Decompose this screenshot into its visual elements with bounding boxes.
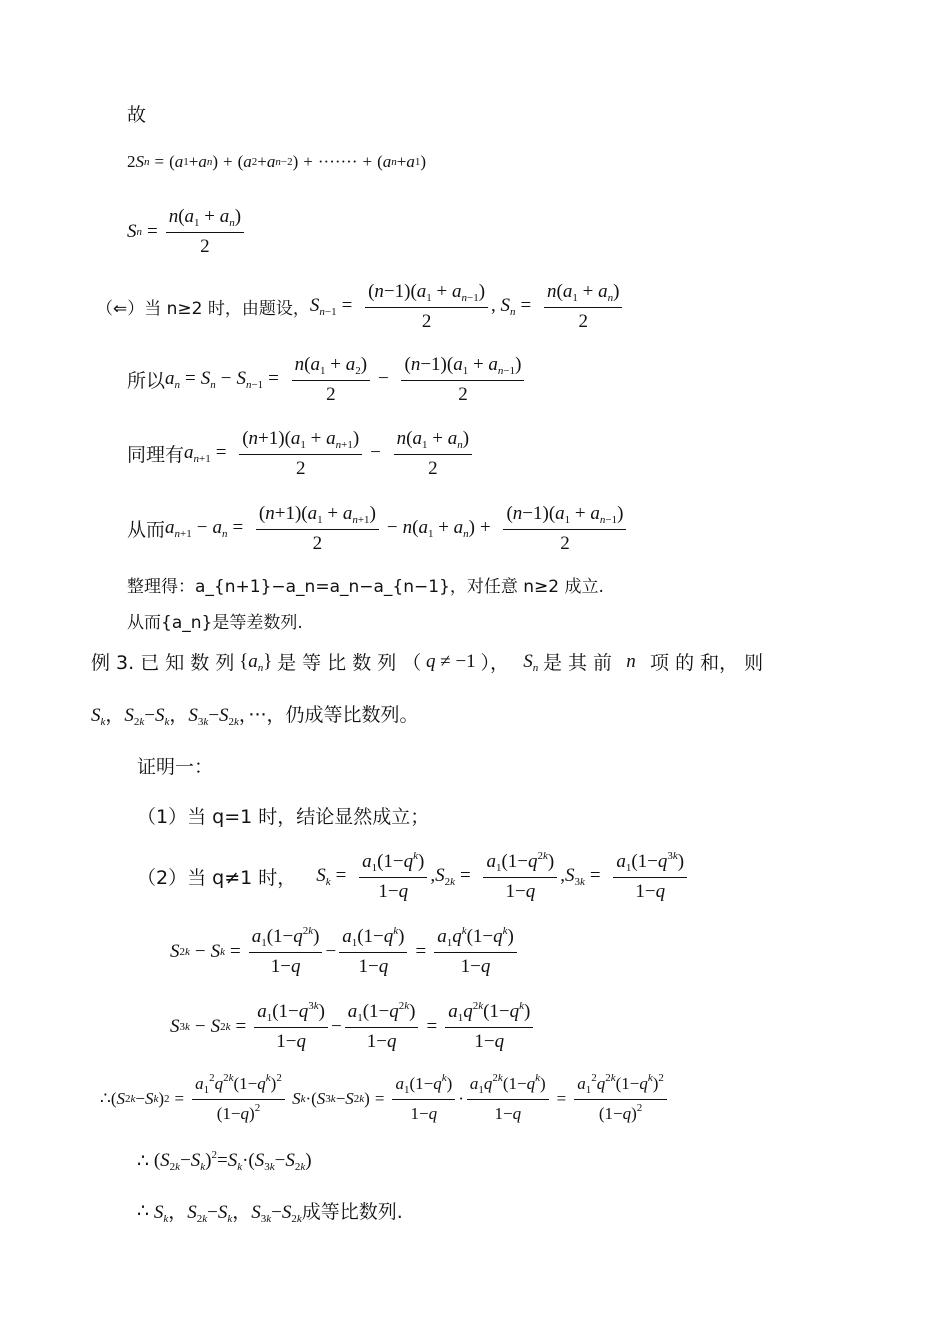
eq-diff: 从而 $a_{n+1} - a_n$ = $\frac{(n+1)(a_1 + a_{n+1})}{2}$ − $n(a_1 + a_n)$ + $\frac{(n-1)(a_1 + a_{n-1})}{2}$ bbox=[127, 502, 629, 555]
eq-an1: 同理有 $a_{n+1}$ = $\frac{(n+1)(a_1 + a_{n+1})}{2}$ − $\frac{n(a_1 + a_n)}{2}$ bbox=[127, 427, 475, 480]
eq-therefore-2: ∴ $S_k$，$S_{2k}-S_k$，$S_{3k}-S_{2k}$ 成等比数列. bbox=[137, 1199, 403, 1225]
text-proof1: 证明一： bbox=[137, 756, 214, 778]
eq-square-identity: ∴( S 2k − S k ) 2 = $\frac{a_1^2q^{2k}(1-q^k)^2}{(1-q)^2}$ S k ·( S 3k − S 2k ) = $\frac{a_1(1-q^k)}{1-q}$ · $\frac{a_1q^{2k}(1-q^k)}{1-q}$ = $\frac{a_1^2q^{2k}(1-q^k)^2}{(1-q)^2}$ bbox=[100, 1072, 670, 1125]
eq-2sn: 2 S n = ( a 1 + a n ) + ( a 2 + a n−2 ) + ······· + ( a n + a 1 ) bbox=[127, 152, 427, 171]
eq-reverse: （⇐）当 n≥2 时，由题设， $S_{n-1}$ = $\frac{(n-1)(a_1 + a_{n-1})}{2}$ , $S_n$ = $\frac{n(a_1 + a_n)}{2}$ bbox=[96, 280, 625, 333]
eq-therefore-1: ∴ $(S_{2k}-S_k)^2=S_k\cdot(S_{3k}-S_{2k})$ bbox=[137, 1149, 312, 1173]
text-gu: 故 bbox=[127, 104, 147, 126]
eq-an: 所以 $a_n = S_n - S_{n-1}$ = $\frac{n(a_1 + a_2)}{2}$ − $\frac{(n-1)(a_1 + a_{n-1})}{2}$ bbox=[127, 353, 527, 406]
text-case1: （1）当 q=1 时，结论显然成立； bbox=[137, 806, 430, 828]
text-dengcha: 从而{a_n}是等差数列. bbox=[127, 613, 303, 633]
eq-sn-formula: S n = $\frac{n(a_1 + a_n)}{2}$ bbox=[127, 205, 247, 258]
example3-line2: $S_k$，$S_{2k}-S_k$，$S_{3k}-S_{2k}$ ，···，仍成等比数列。 bbox=[91, 704, 419, 728]
eq-s2k-minus-sk: S 2k − S k = $\frac{a_1(1-q^{2k})}{1-q}$ − $\frac{a_1(1-q^k)}{1-q}$ = $\frac{a_1q^k(1-q^k)}{1-q}$ bbox=[170, 925, 520, 978]
example3-line1: 例 3. 已 知 数 列 $\{a_n\}$ 是 等 比 数 列 （ q ≠ −1 ）， $S_n$ 是 其 前 n 项 的 和， 则 bbox=[91, 650, 764, 674]
eq-s3k-minus-s2k: S 3k − S 2k = $\frac{a_1(1-q^{3k})}{1-q}$ − $\frac{a_1(1-q^{2k})}{1-q}$ = $\frac{a_1q^{2k}(1-q^k)}{1-q}$ bbox=[170, 1000, 536, 1053]
text-zhengli: 整理得：a_{n+1}−a_n=a_n−a_{n−1}，对任意 n≥2 成立. bbox=[127, 577, 604, 597]
eq-case2: （2）当 q≠1 时， $S_k$ = $\frac{a_1(1-q^k)}{1-q}$ $,S_{2k}$ = $\frac{a_1(1-q^{2k})}{1-q}$ $,S_{3k}$ = $\frac{a_1(1-q^{3k})}{1-q}$ bbox=[137, 850, 690, 903]
